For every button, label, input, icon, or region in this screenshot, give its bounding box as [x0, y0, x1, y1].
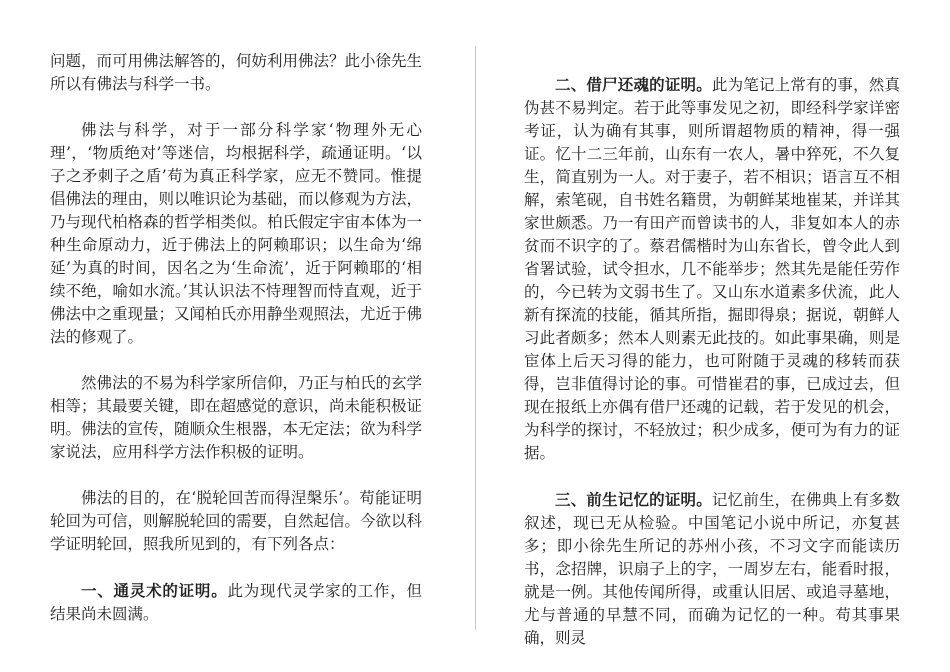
section-body: 此为现代灵学家的工作，但结果尚未圆满。: [50, 582, 422, 623]
left-page: [50, 50, 422, 626]
section-body: 记忆前生，在佛典上有多数叙述，现已无从检验。中国笔记小说中所记，亦复甚多；即小徐先生所记的苏州小孩，不习文字而能读历书，念招牌，识扇子上的字，一周岁左右，能看时报，就是一例。其他传闻所得，或重认旧居、或追寻墓地，尤与普通的早慧不同，而确为记忆的一种。苟其事果确，则灵: [524, 491, 900, 647]
page-divider: [475, 46, 476, 630]
section-heading: 三、前生记忆的证明。: [555, 490, 712, 509]
section-heading: 一、通灵术的证明。: [81, 581, 228, 600]
section-paragraph: [50, 579, 422, 626]
section-heading: 二、借尸还魂的证明。: [555, 75, 712, 94]
paragraph: 问题，而可用佛法解答的，何妨利用佛法？此小徐先生所以有佛法与科学一书。: [50, 52, 423, 93]
paragraph: 佛法与科学，对于一部分科学家‘物理外无心理’，‘物质绝对’等迷信，均根据科学，疏通证明。‘以子之矛刺子之盾’苟为真正科学家，应无不赞同。惟提倡佛法的理由，则以唯识论为基础，而以修观为方法，乃与现代柏格森的哲学相类似。柏氏假定宇宙本体为一种生命原动力，近于佛法上的阿赖耶识；以生命为‘绵延’为真的时间，因名之为‘生命流’，近于阿赖耶的‘相续不绝，喻如水流。’其认识法不恃理智而恃直观，近于佛法中之重现量；又闻柏氏亦用静坐观照法，尤近于佛法的修观了。: [50, 121, 423, 346]
paragraph: 然佛法的不易为科学家所信仰，乃正与柏氏的玄学相等；其最要关键，即在超感觉的意识，尚未能积极证明。佛法的宣传，随顺众生根器，本无定法；欲为科学家说法，应用科学方法作积极的证明。: [50, 374, 423, 461]
section-paragraph: [524, 488, 900, 650]
paragraph: 佛法的目的，在‘脱轮回苦而得涅槃乐’。苟能证明轮回为可信，则解脱轮回的需要，自然起信。今欲以科学证明轮回，照我所见到的，有下列各点：: [50, 489, 423, 553]
section-body: 此为笔记上常有的事，然真伪甚不易判定。若于此等事发见之初，即经科学家详密考证，认为确有其事，则所谓超物质的精神，得一强证。忆十二三年前，山东有一农人，暑中猝死，不久复生，简直别为一人。对于妻子，若不相识；语言互不相解，索笔砚，自书姓名籍贯，为朝鲜某地崔某，并详其家世颇悉。乃一有田产而曾读书的人，非复如本人的赤贫而不识字的了。蔡君儒楷时为山东省长，曾令此人到省署试验，试令担水，几不能举步；然其先是能任劳作的，今已转为文弱书生了。又山东水道素多伏流，此人新有探流的技能，循其所指，掘即得泉；据说，朝鲜人习此者颇多；然本人则素无此技的。如此事果确，则是宦体上后天习得的能力，也可附随于灵魂的移转而获得，岂非值得讨论的事。可惜崔君的事，已成过去，但现在报纸上亦偶有借尸还魂的记载，若于发见的机会，为科学的探讨，不轻放过；积少成多，便可为有力的证据。: [524, 76, 900, 462]
right-page: [524, 50, 900, 650]
section-paragraph: [524, 73, 900, 465]
